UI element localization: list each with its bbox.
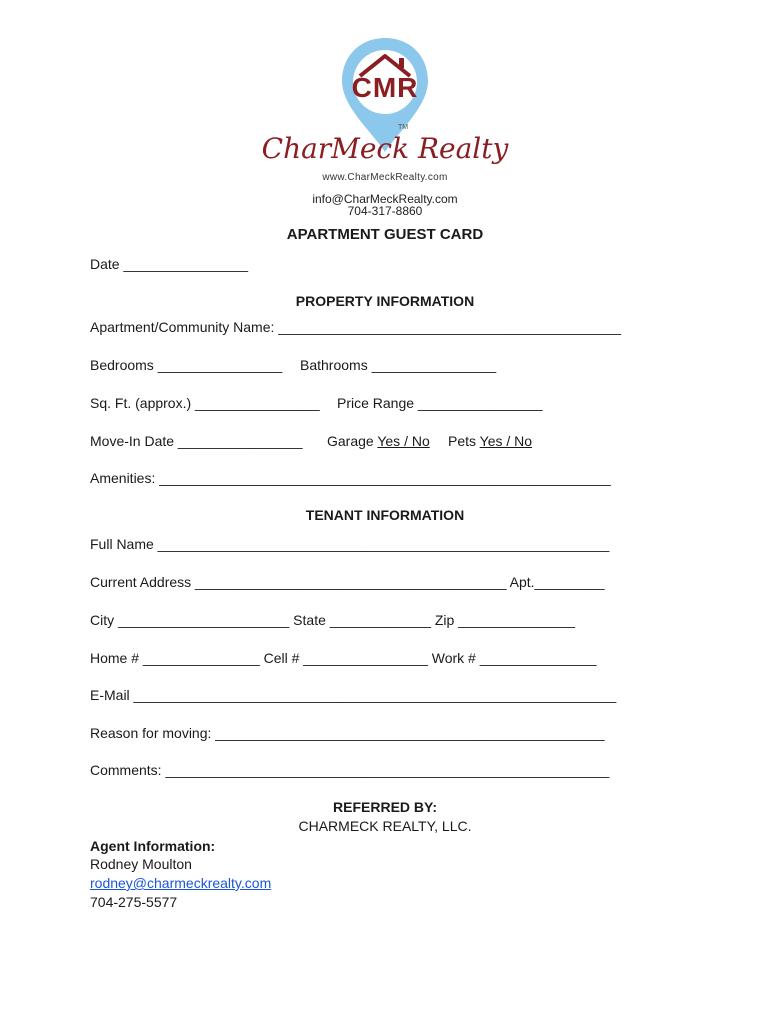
bathrooms-field[interactable]: Bathrooms ________________	[300, 357, 497, 373]
garage-field	[327, 433, 430, 450]
current-address-field[interactable]: Current Address ________________________________________ Apt._________	[90, 574, 605, 590]
form-title: APARTMENT GUEST CARD	[286, 226, 484, 243]
garage-label: Garage	[327, 433, 378, 449]
comments-field[interactable]: Comments: _________________________________________________________	[90, 762, 610, 778]
email-field[interactable]: E-Mail ______________________________________________________________	[90, 687, 617, 703]
company-phone: 704-317-8860	[347, 204, 423, 218]
trademark: TM	[398, 124, 409, 131]
house-chimney	[399, 58, 404, 68]
reason-for-moving-field[interactable]: Reason for moving: __________________________________________________	[90, 725, 605, 741]
tenant-heading: TENANT INFORMATION	[305, 507, 465, 523]
sqft-field[interactable]: Sq. Ft. (approx.) ________________	[90, 395, 320, 411]
pets-options[interactable]: Yes / No	[479, 433, 533, 449]
agent-heading: Agent Information:	[90, 838, 216, 854]
logo-text: CMR	[351, 72, 419, 103]
city-state-zip-field[interactable]: City ______________________ State _____________ Zip _______________	[90, 612, 576, 628]
website: www.CharMeckRealty.com	[322, 172, 448, 183]
agent-phone: 704-275-5577	[90, 894, 178, 910]
brand-name: CharMeck Realty	[261, 132, 509, 165]
referred-by-company: CHARMECK REALTY, LLC.	[298, 818, 472, 834]
bedrooms-field[interactable]: Bedrooms ________________	[90, 357, 283, 373]
garage-options[interactable]: Yes / No	[377, 433, 430, 449]
community-name-field[interactable]: Apartment/Community Name: ____________________________________________	[90, 319, 621, 335]
agent-name: Rodney Moulton	[90, 856, 192, 872]
amenities-field[interactable]: Amenities: __________________________________________________________	[90, 470, 611, 486]
full-name-field[interactable]: Full Name __________________________________________________________	[90, 536, 610, 552]
referred-heading: REFERRED BY:	[333, 799, 437, 815]
date-field[interactable]: Date ________________	[90, 256, 249, 272]
price-range-field[interactable]: Price Range ________________	[337, 395, 543, 411]
pets-field	[448, 433, 532, 450]
agent-email-link[interactable]: rodney@charmeckrealty.com	[90, 875, 272, 891]
move-in-date-field[interactable]: Move-In Date ________________	[90, 433, 303, 449]
property-heading: PROPERTY INFORMATION	[295, 293, 475, 309]
company-email: info@CharMeckRealty.com	[312, 192, 458, 206]
phone-numbers-field[interactable]: Home # _______________ Cell # ________________ Work # _______________	[90, 650, 597, 666]
pets-label: Pets	[448, 433, 480, 449]
